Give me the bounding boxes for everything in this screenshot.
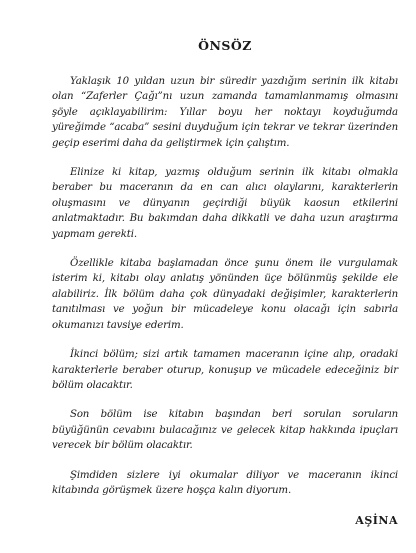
preface-paragraph-5: Son bölüm ise kitabın başından beri sorulan soruların büyüğünün cevabını bulacağınız ve gelecek kitap hakkında ipuçları verecek bir bölüm olacaktır.: [52, 409, 398, 452]
page-title: ÖNSÖZ: [198, 38, 252, 53]
preface-paragraph-6: Şimdiden sizlere iyi okumalar diliyor ve maceranın ikinci kitabında görüşmek üzere hoşça kalın diyorum.: [52, 469, 398, 496]
preface-paragraph-1: Yaklaşık 10 yıldan uzun bir süredir yazdığım serinin ilk kitabı olan “Zaferler Çağı”nı uzun zamanda tamamlanmamış olmasını şöyle açıklayabilirim: Yıllar boyu her noktayı koyduğumda yüreğimde “acaba” sesini duyduğum için tekrar ve tekrar üzerinden geçip eserimi daha da geliştirmek için çalıştım.: [52, 76, 398, 149]
preface-paragraph-2: Elinize ki kitap, yazmış olduğum serinin ilk kitabı olmakla beraber bu maceranın da en can alıcı olaylarını, karakterlerin oluşmasını ve dünyanın geçirdiği büyük kaosun etkilerini anlatmaktadır. Bu bakımdan daha dikkatli ve daha uzun araştırma yapmam gerekti.: [52, 167, 398, 240]
author-signature: AŞİNA: [355, 514, 398, 527]
preface-paragraph-4: İkinci bölüm; sizi artık tamamen maceranın içine alıp, oradaki karakterlerle beraber oturup, konuşup ve mücadele edeceğiniz bir bölüm olacaktır.: [52, 349, 398, 391]
preface-paragraph-3: Özellikle kitaba başlamadan önce şunu önem ile vurgulamak isterim ki, kitabı olay anlatış yönünden üçe bölünmüş şekilde ele alabiliriz. İlk bölüm daha çok dünyadaki değişimler, karakterlerin tanıtılması ve yoğun bir mücadeleye konu olacağı için sabırla okumanızı tavsiye ederim.: [52, 258, 398, 331]
preface-page: [52, 38, 398, 512]
